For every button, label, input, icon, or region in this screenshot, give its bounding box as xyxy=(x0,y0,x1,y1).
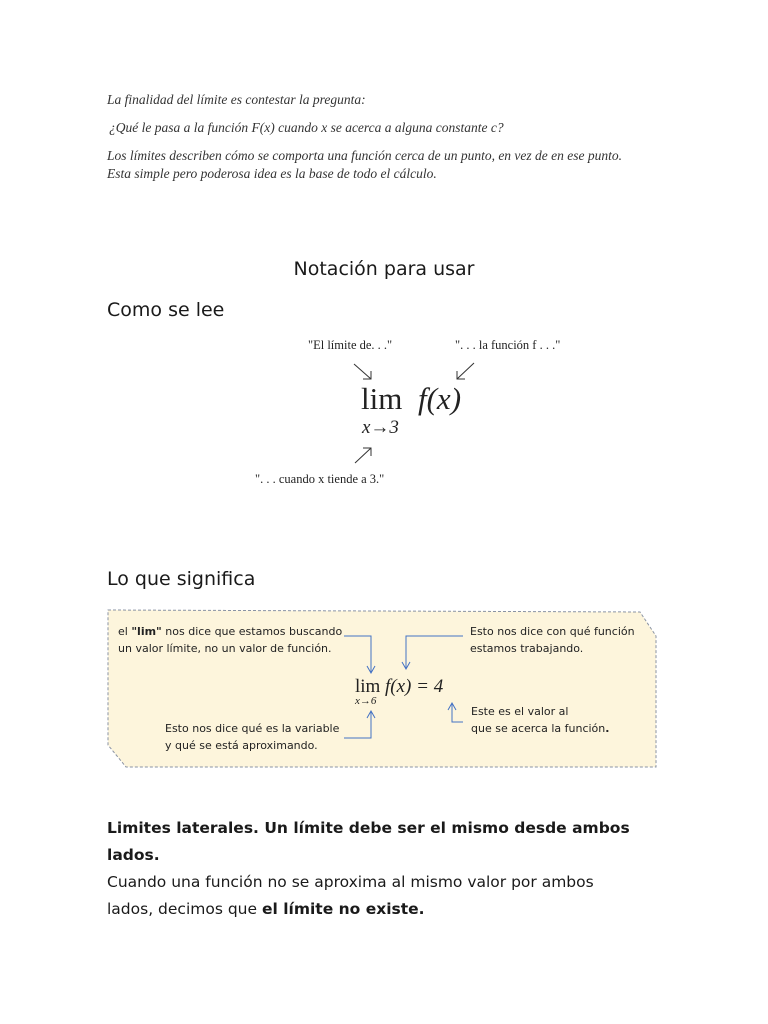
value-note-line1: Este es el valor al xyxy=(471,705,569,718)
variable-note-line1: Esto nos dice qué es la variable xyxy=(165,722,340,735)
meaning-lim-subscript: x→6 xyxy=(355,695,377,707)
lateral-text-2-bold: el límite no existe. xyxy=(261,900,425,918)
value-note xyxy=(471,703,609,737)
lim-symbol: lim xyxy=(361,381,403,416)
lim-note-bold: "lim" xyxy=(131,625,162,638)
meaning-heading: Lo que significa xyxy=(107,568,256,590)
lim-note-line2: un valor límite, no un valor de función. xyxy=(118,642,332,655)
function-note-line1: Esto nos dice con qué función xyxy=(470,625,635,638)
meaning-expression: f(x) = 4 xyxy=(385,676,444,697)
lateral-text-1: Cuando una función no se aproxima al mismo valor por ambos xyxy=(107,873,594,891)
label-limit: "El límite de. . ." xyxy=(308,338,393,352)
label-function: ". . . la función f . . ." xyxy=(455,338,561,352)
lim-subscript: x→3 xyxy=(362,417,399,438)
intro-line-2: ¿Qué le pasa a la función F(x) cuando x se acerca a alguna constante c? xyxy=(109,120,504,135)
value-note-line2: que se acerca la función xyxy=(471,722,606,735)
lim-note-pre: el xyxy=(118,625,132,638)
lateral-heading: Limites laterales. Un límite debe ser el mismo desde ambos lados. xyxy=(107,819,630,864)
variable-note xyxy=(165,720,339,754)
lim-note xyxy=(118,623,342,657)
fx-expression: f(x) xyxy=(418,381,462,416)
value-note-dot: . xyxy=(605,722,610,735)
intro-line-4: Esta simple pero poderosa idea es la base de todo el cálculo. xyxy=(107,166,437,181)
intro-line-3: Los límites describen cómo se comporta una función cerca de un punto, en vez de en ese punto. xyxy=(107,148,623,163)
meaning-lim-symbol: lim xyxy=(355,676,381,697)
lim-note-post: nos dice que estamos buscando xyxy=(161,625,343,638)
variable-note-line2: y qué se está aproximando. xyxy=(165,739,318,752)
function-note-line2: estamos trabajando. xyxy=(470,642,584,655)
notation-title: Notación para usar xyxy=(293,258,475,280)
function-note xyxy=(470,623,635,657)
label-approach: ". . . cuando x tiende a 3." xyxy=(255,472,385,486)
lateral-section xyxy=(107,815,667,923)
how-to-read-heading: Como se lee xyxy=(107,299,225,321)
lateral-text-2-pre: lados, decimos que xyxy=(107,900,262,918)
intro-line-1: La finalidad del límite es contestar la pregunta: xyxy=(107,92,366,107)
